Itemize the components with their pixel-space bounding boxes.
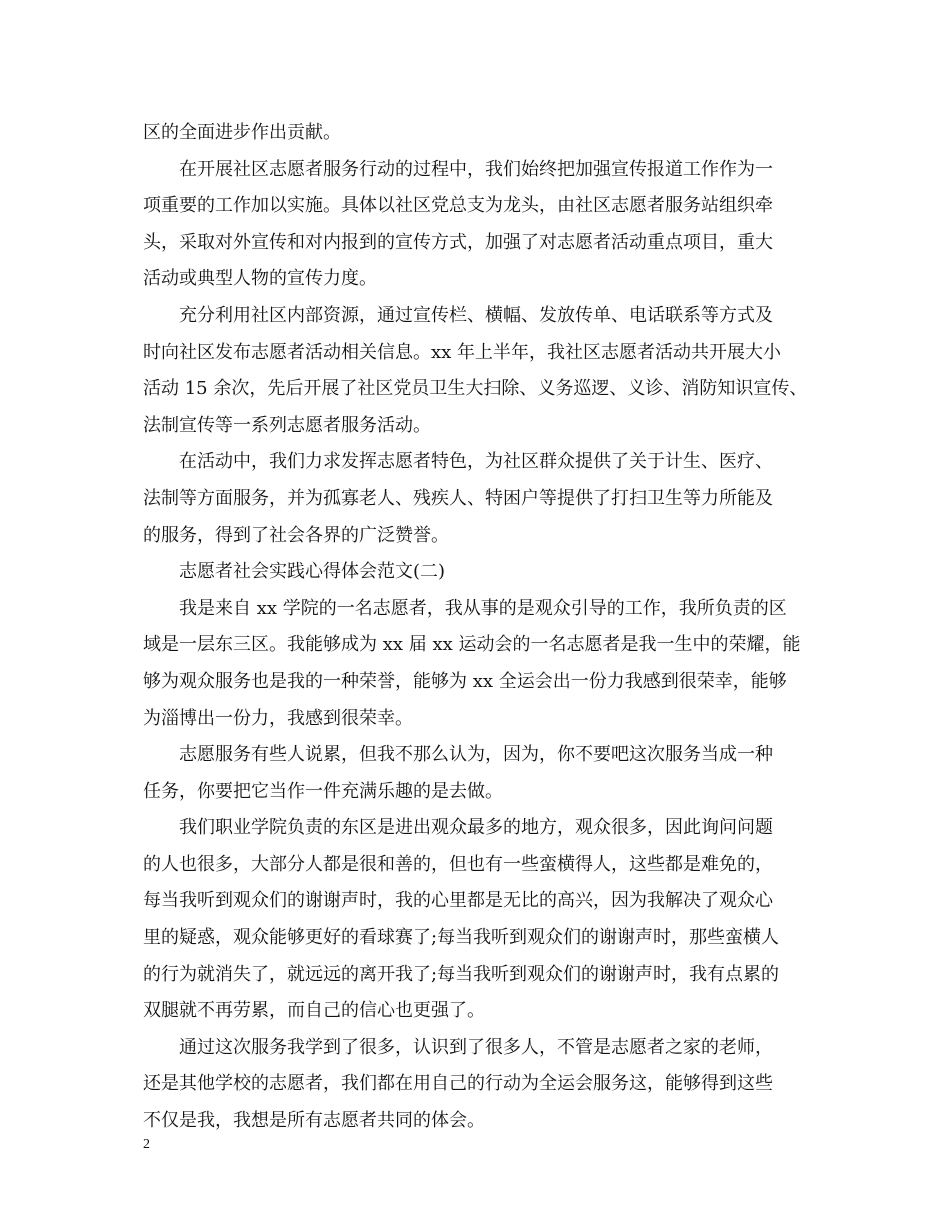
text-line: 的服务，得到了社会各界的广泛赞誉。 [143,524,449,546]
paragraph-start-line: 充分利用社区内部资源，通过宣传栏、横幅、发放传单、电话联系等方式及 [179,304,773,326]
text-line: 双腿就不再劳累，而自己的信心也更强了。 [143,1000,485,1022]
section-heading: 志愿者社会实践心得体会范文(二) [179,561,446,583]
text-line: 项重要的工作加以实施。具体以社区党总支为龙头，由社区志愿者服务站组织牵 [143,195,773,217]
text-line: 活动或典型人物的宣传力度。 [143,268,377,290]
text-line: 不仅是我，我想是所有志愿者共同的体会。 [143,1110,485,1132]
text-line: 区的全面进步作出贡献。 [143,122,341,143]
paragraph-start-line: 在活动中，我们力求发挥志愿者特色，为社区群众提供了关于计生、医疗、 [179,451,773,473]
text-line: 域是一层东三区。我能够成为 xx 届 xx 运动会的一名志愿者是我一生中的荣耀，能 [143,634,801,656]
text-line: 够为观众服务也是我的一种荣誉，能够为 xx 全运会出一份力我感到很荣幸，能够 [143,670,787,692]
text-line: 的人也很多，大部分人都是很和善的，但也有一些蛮横得人，这些都是难免的， [143,853,773,875]
paragraph-start-line: 我是来自 xx 学院的一名志愿者，我从事的是观众引导的工作，我所负责的区 [179,597,787,619]
paragraph-start-line: 志愿服务有些人说累，但我不那么认为，因为，你不要吧这次服务当成一种 [179,744,773,766]
page-number: 2 [143,1137,150,1152]
paragraph-start-line: 在开展社区志愿者服务行动的过程中，我们始终把加强宣传报道工作作为一 [179,158,773,180]
text-line: 每当我听到观众们的谢谢声时，我的心里都是无比的高兴，因为我解决了观众心 [143,890,773,912]
document-body [143,115,813,1140]
text-line: 头，采取对外宣传和对内报到的宣传方式，加强了对志愿者活动重点项目，重大 [143,231,773,253]
text-line: 活动 15 余次，先后开展了社区党员卫生大扫除、义务巡逻、义诊、消防知识宣传、 [143,378,808,400]
text-line: 时向社区发布志愿者活动相关信息。xx 年上半年，我社区志愿者活动共开展大小 [143,341,782,363]
text-line: 里的疑惑，观众能够更好的看球赛了;每当我听到观众们的谢谢声时，那些蛮横人 [143,927,780,949]
text-line: 任务，你要把它当作一件充满乐趣的是去做。 [143,780,503,802]
text-line: 还是其他学校的志愿者，我们都在用自己的行动为全运会服务这，能够得到这些 [143,1073,773,1095]
paragraph-start-line: 通过这次服务我学到了很多，认识到了很多人，不管是志愿者之家的老师， [179,1036,773,1058]
text-line: 法制等方面服务，并为孤寡老人、残疾人、特困户等提供了打扫卫生等力所能及 [143,487,773,509]
text-line: 为淄博出一份力，我感到很荣幸。 [143,707,413,729]
text-line: 的行为就消失了，就远远的离开我了;每当我听到观众们的谢谢声时，我有点累的 [143,963,780,985]
text-line: 法制宣传等一系列志愿者服务活动。 [143,414,431,436]
paragraph-start-line: 我们职业学院负责的东区是进出观众最多的地方，观众很多，因此询问问题 [179,817,773,839]
